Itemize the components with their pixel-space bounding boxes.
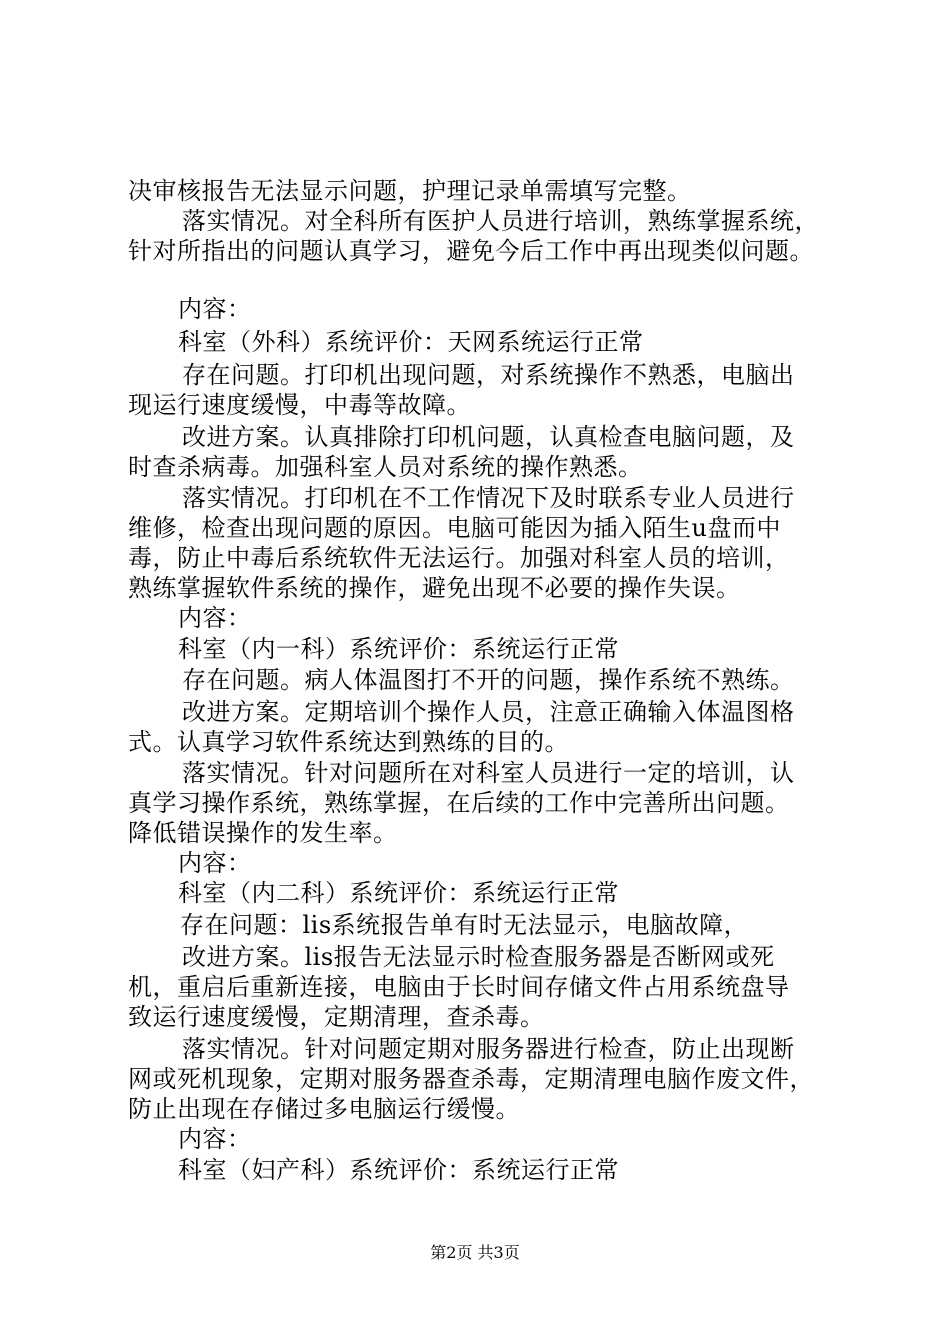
text-line: 改进方案。lis报告无法显示时检查服务器是否断网或死: [182, 943, 775, 971]
text-line: 真学习操作系统，熟练掌握，在后续的工作中完善所出问题。: [128, 789, 790, 817]
text-line: 网或死机现象，定期对服务器查杀毒，定期清理电脑作废文件，: [128, 1065, 814, 1093]
section-heading: 内容：: [178, 604, 252, 632]
text-line: 落实情况。打印机在不工作情况下及时联系专业人员进行: [182, 484, 795, 512]
text-line: 改进方案。定期培训个操作人员，注意正确输入体温图格: [182, 698, 795, 726]
text-line: 改进方案。认真排除打印机问题，认真检查电脑问题，及: [182, 423, 795, 451]
text-line: 式。认真学习软件系统达到熟练的目的。: [128, 728, 569, 756]
text-line: 落实情况。对全科所有医护人员进行培训，熟练掌握系统，: [182, 207, 819, 235]
text-line: 存在问题。病人体温图打不开的问题，操作系统不熟练。: [182, 666, 795, 694]
text-line: 现运行速度缓慢，中毒等故障。: [128, 391, 471, 419]
section-heading: 内容：: [178, 1125, 252, 1153]
text-line: 防止出现在存储过多电脑运行缓慢。: [128, 1095, 520, 1123]
page-footer: 第2页 共3页: [430, 1243, 520, 1262]
text-line: 决审核报告无法显示问题，护理记录单需填写完整。: [128, 177, 692, 205]
text-line: 降低错误操作的发生率。: [128, 819, 398, 847]
text-line: 维修，检查出现问题的原因。电脑可能因为插入陌生u盘而中: [128, 514, 781, 542]
department-title: 科室（内一科）系统评价：系统运行正常: [178, 635, 619, 663]
text-line: 机，重启后重新连接，电脑由于长时间存储文件占用系统盘导: [128, 973, 790, 1001]
text-line: 存在问题：lis系统报告单有时无法显示，电脑故障，: [180, 911, 749, 939]
text-line: 落实情况。针对问题定期对服务器进行检查，防止出现断: [182, 1035, 795, 1063]
department-title: 科室（外科）系统评价：天网系统运行正常: [178, 328, 644, 356]
text-line: 时查杀病毒。加强科室人员对系统的操作熟悉。: [128, 453, 643, 481]
text-line: 存在问题。打印机出现问题，对系统操作不熟悉，电脑出: [182, 361, 795, 389]
section-heading: 内容：: [178, 295, 252, 323]
text-line: 熟练掌握软件系统的操作，避免出现不必要的操作失误。: [128, 574, 741, 602]
text-line: 针对所指出的问题认真学习，避免今后工作中再出现类似问题。: [128, 237, 814, 265]
text-line: 落实情况。针对问题所在对科室人员进行一定的培训，认: [182, 759, 795, 787]
section-heading: 内容：: [178, 849, 252, 877]
text-line: 致运行速度缓慢，定期清理，查杀毒。: [128, 1003, 545, 1031]
text-line: 毒，防止中毒后系统软件无法运行。加强对科室人员的培训，: [128, 544, 790, 572]
department-title: 科室（内二科）系统评价：系统运行正常: [178, 879, 619, 907]
department-title: 科室（妇产科）系统评价：系统运行正常: [178, 1156, 619, 1184]
